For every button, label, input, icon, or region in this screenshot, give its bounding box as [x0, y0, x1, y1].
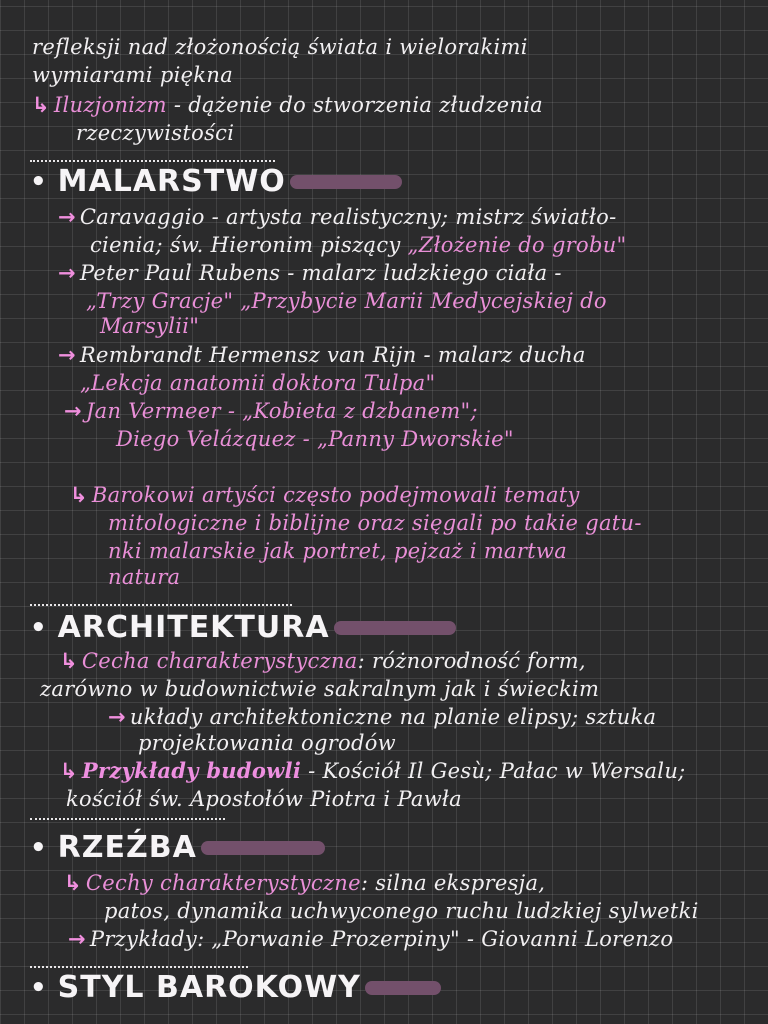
rubens-line-3: Marsylii": [100, 314, 200, 338]
arrow-icon: →: [58, 343, 76, 367]
baroque-note-line-1: ↳ Barokowi artyści często podejmowali tematy: [70, 483, 580, 507]
bullet-dot-icon: •: [30, 166, 48, 197]
hook-arrow-icon: ↳: [64, 871, 82, 895]
caravaggio-line-1: → Caravaggio - artysta realistyczny; mistrz światło-: [58, 205, 617, 229]
intro-line-2: wymiarami piękna: [32, 63, 234, 87]
heading-architektura-text: ARCHITEKTURA: [57, 610, 330, 645]
dotted-separator: [30, 966, 248, 968]
arrow-icon: →: [108, 705, 126, 729]
dotted-separator: [30, 818, 225, 820]
architektura-line-3: → układy architektoniczne na planie elipsy; sztuka: [108, 705, 657, 729]
heading-malarstwo: [30, 164, 402, 199]
rzezba-line-3: → Przykłady: „Porwanie Prozerpiny" - Giovanni Lorenzo: [68, 927, 674, 951]
dotted-separator: [30, 160, 275, 162]
intro-line-3: ↳ Iluzjonizm - dążenie do stworzenia złudzenia: [32, 93, 543, 117]
hook-arrow-icon: ↳: [60, 759, 78, 783]
rubens-line-2: „Trzy Gracje" „Przybycie Marii Medycejskiej do: [86, 289, 607, 313]
bullet-dot-icon: •: [30, 972, 48, 1003]
hook-arrow-icon: ↳: [60, 649, 78, 673]
intro-line-1: refleksji nad złożonością świata i wielorakimi: [32, 35, 528, 59]
architektura-line-5: ↳ Przykłady budowli - Kościół Il Gesù; Pałac w Wersalu;: [60, 758, 686, 783]
architektura-line-2: zarówno w budownictwie sakralnym jak i świeckim: [40, 677, 600, 701]
rzezba-line-1: ↳ Cechy charakterystyczne: silna ekspresja,: [64, 871, 546, 895]
hook-arrow-icon: ↳: [70, 483, 88, 507]
heading-rzezba-text: RZEŹBA: [57, 830, 197, 865]
vermeer-line-2: Diego Velázquez - „Panny Dworskie": [116, 427, 514, 451]
rubens-line-1: → Peter Paul Rubens - malarz ludzkiego ciała -: [58, 261, 562, 285]
baroque-note-line-4: natura: [108, 565, 181, 589]
bullet-dot-icon: •: [30, 832, 48, 863]
rembrandt-line-2: „Lekcja anatomii doktora Tulpa": [80, 371, 436, 395]
baroque-note-line-2: mitologiczne i biblijne oraz sięgali po takie gatu-: [108, 511, 642, 535]
arrow-icon: →: [68, 927, 86, 951]
heading-architektura: [30, 610, 456, 645]
hook-arrow-icon: ↳: [32, 93, 50, 117]
caravaggio-line-2: cienia; św. Hieronim piszący „Złożenie do grobu": [90, 233, 627, 257]
heading-styl-barokowy: [30, 970, 441, 1005]
architektura-line-4: projektowania ogrodów: [138, 731, 396, 755]
vermeer-line-1: → Jan Vermeer - „Kobieta z dzbanem";: [64, 399, 478, 423]
arrow-icon: →: [64, 399, 82, 423]
architektura-line-1: ↳ Cecha charakterystyczna: różnorodność form,: [60, 649, 586, 673]
rembrandt-line-1: → Rembrandt Hermensz van Rijn - malarz ducha: [58, 343, 586, 367]
highlight-bar: [334, 621, 456, 635]
arrow-icon: →: [58, 261, 76, 285]
bullet-dot-icon: •: [30, 612, 48, 643]
heading-styl-barokowy-text: STYL BAROKOWY: [57, 970, 361, 1005]
heading-malarstwo-text: MALARSTWO: [57, 164, 286, 199]
dotted-separator: [30, 604, 292, 606]
highlight-bar: [365, 981, 441, 995]
heading-rzezba: [30, 830, 325, 865]
highlight-bar: [201, 841, 325, 855]
highlight-bar: [290, 175, 402, 189]
arrow-icon: →: [58, 205, 76, 229]
intro-line-4: rzeczywistości: [76, 121, 235, 145]
baroque-note-line-3: nki malarskie jak portret, pejzaż i martwa: [108, 539, 568, 563]
rzezba-line-2: patos, dynamika uchwyconego ruchu ludzkiej sylwetki: [104, 899, 699, 923]
architektura-line-6: kościół św. Apostołów Piotra i Pawła: [66, 787, 462, 811]
